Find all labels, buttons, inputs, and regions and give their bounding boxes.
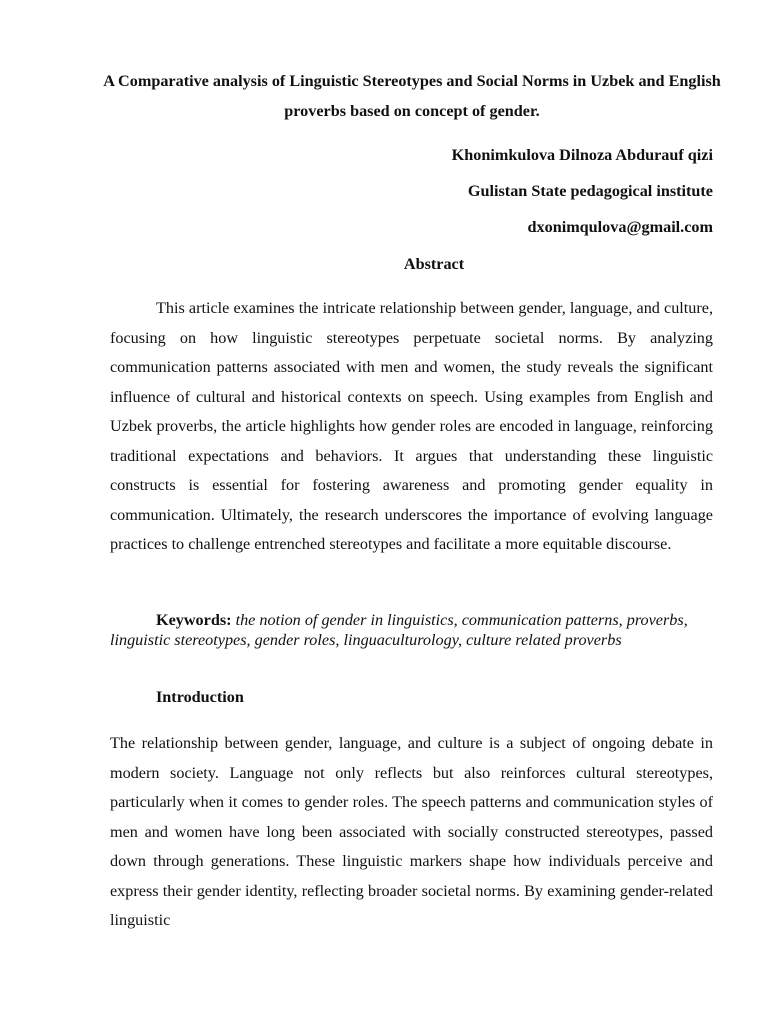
keywords-label: Keywords:: [156, 611, 232, 629]
keywords-paragraph: [110, 610, 713, 650]
abstract-section: [110, 294, 713, 560]
author-email: dxonimqulova@gmail.com: [527, 218, 713, 236]
introduction-section: [110, 729, 713, 936]
author-name: Khonimkulova Dilnoza Abdurauf qizi: [451, 146, 713, 164]
abstract-heading: Abstract: [403, 255, 465, 273]
paper-title: A Comparative analysis of Linguistic Stereotypes and Social Norms in Uzbek and English proverbs based on concept of gender.: [103, 72, 721, 120]
introduction-heading: Introduction: [156, 688, 244, 706]
keywords-list: the notion of gender in linguistics, communication patterns, proverbs, linguistic stereotypes, gender roles, linguaculturology, culture related proverbs: [110, 611, 688, 649]
author-institution: Gulistan State pedagogical institute: [467, 182, 713, 200]
introduction-text: The relationship between gender, language, and culture is a subject of ongoing debate in modern society. Language not only reflects but also reinforces cultural stereotypes, particularly when it comes to gender roles. The speech patterns and communication styles of men and women have long been associated with socially constructed stereotypes, passed down through generations. These linguistic markers shape how individuals perceive and express their gender identity, reflecting broader societal norms. By examining gender-related linguistic: [110, 734, 713, 929]
abstract-text: This article examines the intricate relationship between gender, language, and culture, focusing on how linguistic stereotypes perpetuate societal norms. By analyzing communication patterns associated with men and women, the study reveals the significant influence of cultural and historical contexts on speech. Using examples from English and Uzbek proverbs, the article highlights how gender roles are encoded in language, reinforcing traditional expectations and behaviors. It argues that understanding these linguistic constructs is essential for fostering awareness and promoting gender equality in communication. Ultimately, the research underscores the importance of evolving language practices to challenge entrenched stereotypes and facilitate a more equitable discourse.: [110, 299, 713, 553]
